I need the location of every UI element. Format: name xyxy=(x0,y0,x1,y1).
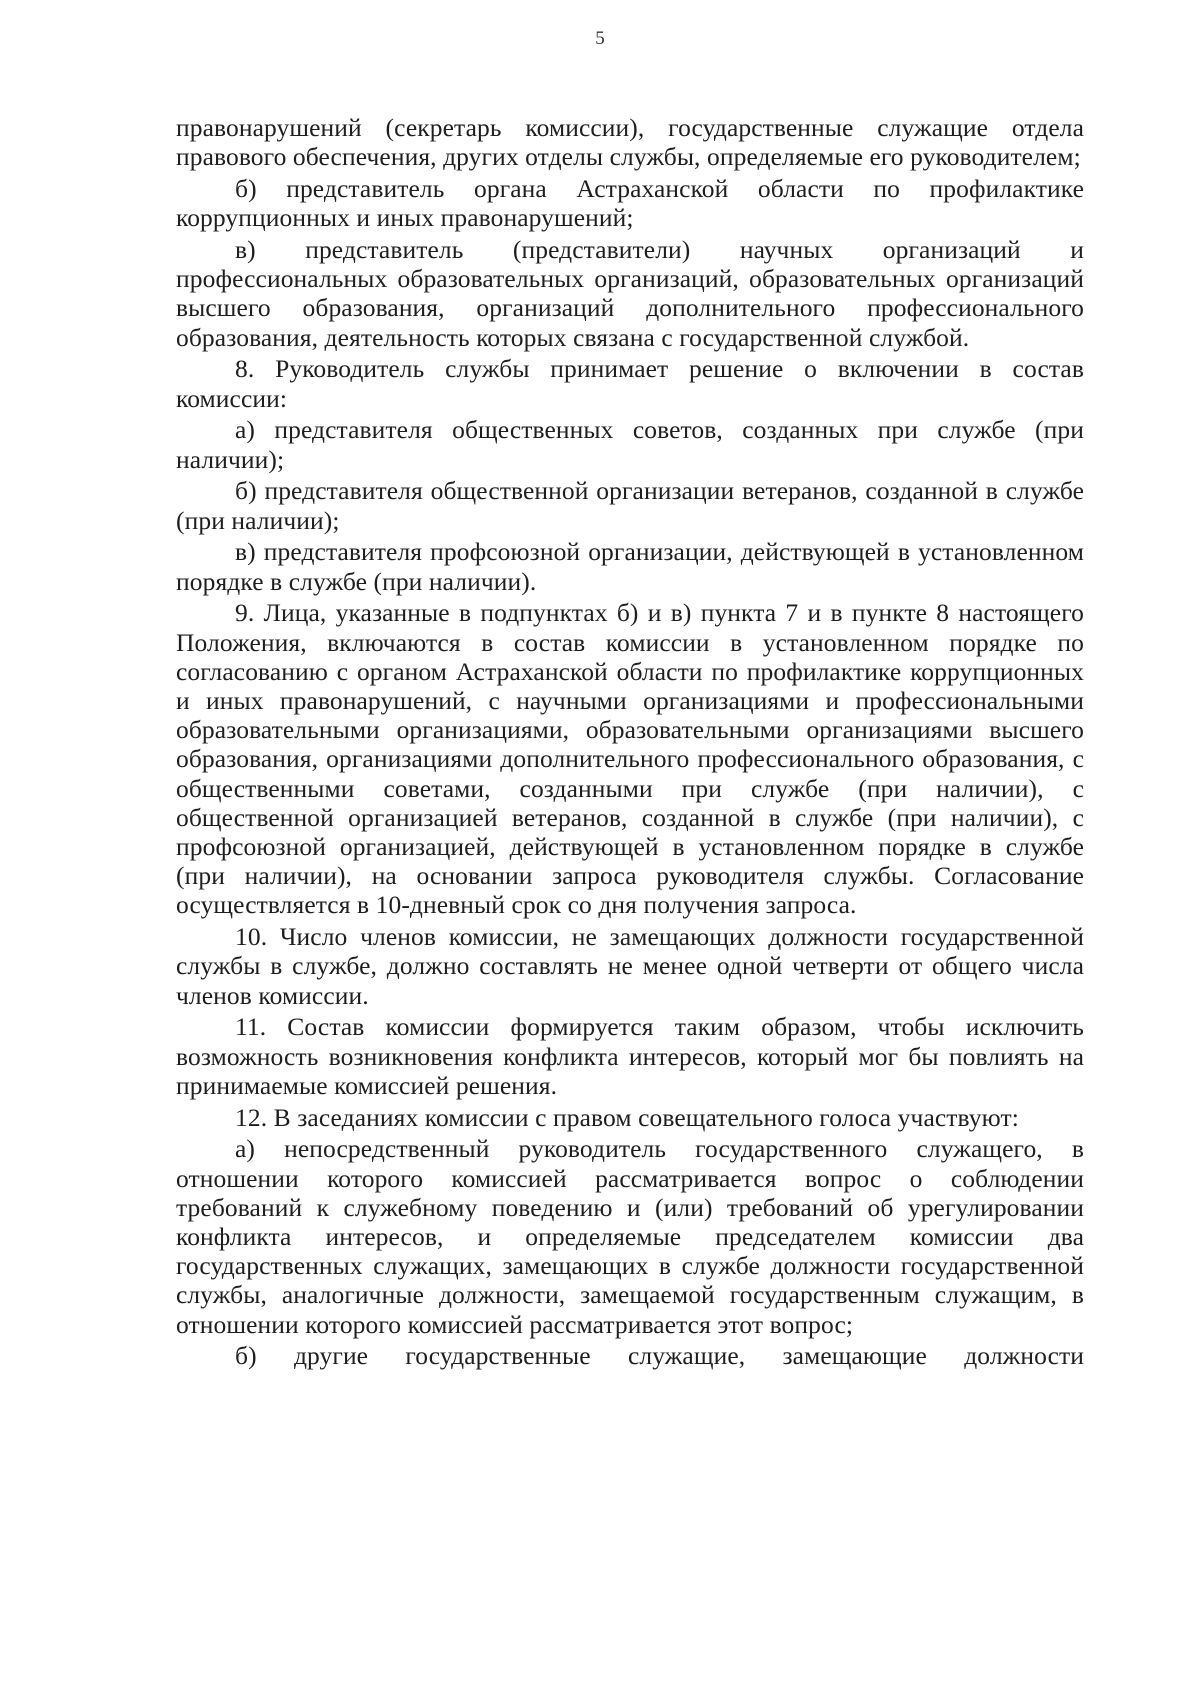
paragraph-11: 11. Состав комиссии формируется таким образом, чтобы исключить возможность возникновения конфликта интересов, который мог бы повлиять на принимаемые комиссией решения. xyxy=(176,1012,1084,1100)
paragraph-8: 8. Руководитель службы принимает решение о включении в состав комиссии: xyxy=(176,354,1084,413)
paragraph-8b: б) представителя общественной организации ветеранов, созданной в службе (при наличии); xyxy=(176,476,1084,535)
paragraph-12: 12. В заседаниях комиссии с правом совещательного голоса участвуют: xyxy=(235,1102,1019,1132)
page-number: 5 xyxy=(595,28,605,49)
paragraph-7v: в) представитель (представители) научных организаций и профессиональных образовательных организаций, образовательных организаций высшего образования, организаций дополнительного профессионального образования, деятельность которых связана с государственной службой. xyxy=(176,235,1084,352)
paragraph-continuation: правонарушений (секретарь комиссии), государственные служащие отдела правового обеспечения, других отделы службы, определяемые его руководителем; xyxy=(176,113,1084,172)
paragraph-7b: б) представитель органа Астраханской области по профилактике коррупционных и иных правонарушений; xyxy=(176,174,1084,233)
paragraph-8v: в) представителя профсоюзной организации, действующей в установленном порядке в службе (при наличии). xyxy=(176,537,1084,596)
paragraph-8a: а) представителя общественных советов, созданных при службе (при наличии); xyxy=(176,415,1084,474)
paragraph-9: 9. Лица, указанные в подпунктах б) и в) пункта 7 и в пункте 8 настоящего Положения, включаются в состав комиссии в установленном порядке по согласованию с органом Астраханской области по профилактике коррупционных и иных правонарушений, с научными организациями и профессиональными образовательными организациями, образовательными организациями высшего образования, организациями дополнительного профессионального образования, с общественными советами, созданными при службе (при наличии), с общественной организацией ветеранов, созданной в службе (при наличии), с профсоюзной организацией, действующей в установленном порядке в службе (при наличии), на основании запроса руководителя службы. Согласование осуществляется в 10-дневный срок со дня получения запроса. xyxy=(176,598,1084,920)
document-body xyxy=(176,113,1084,1373)
paragraph-10: 10. Число членов комиссии, не замещающих должности государственной службы в службе, должно составлять не менее одной четверти от общего числа членов комиссии. xyxy=(176,922,1084,1010)
paragraph-12b: б) другие государственные служащие, замещающие должности xyxy=(235,1341,1084,1371)
paragraph-12a: а) непосредственный руководитель государственного служащего, в отношении которого комиссией рассматривается вопрос о соблюдении требований к служебному поведению и (или) требований об урегулировании конфликта интересов, и определяемые председателем комиссии два государственных служащих, замещающих в службе должности государственной службы, аналогичные должности, замещаемой государственным служащим, в отношении которого комиссией рассматривается этот вопрос; xyxy=(176,1134,1084,1339)
